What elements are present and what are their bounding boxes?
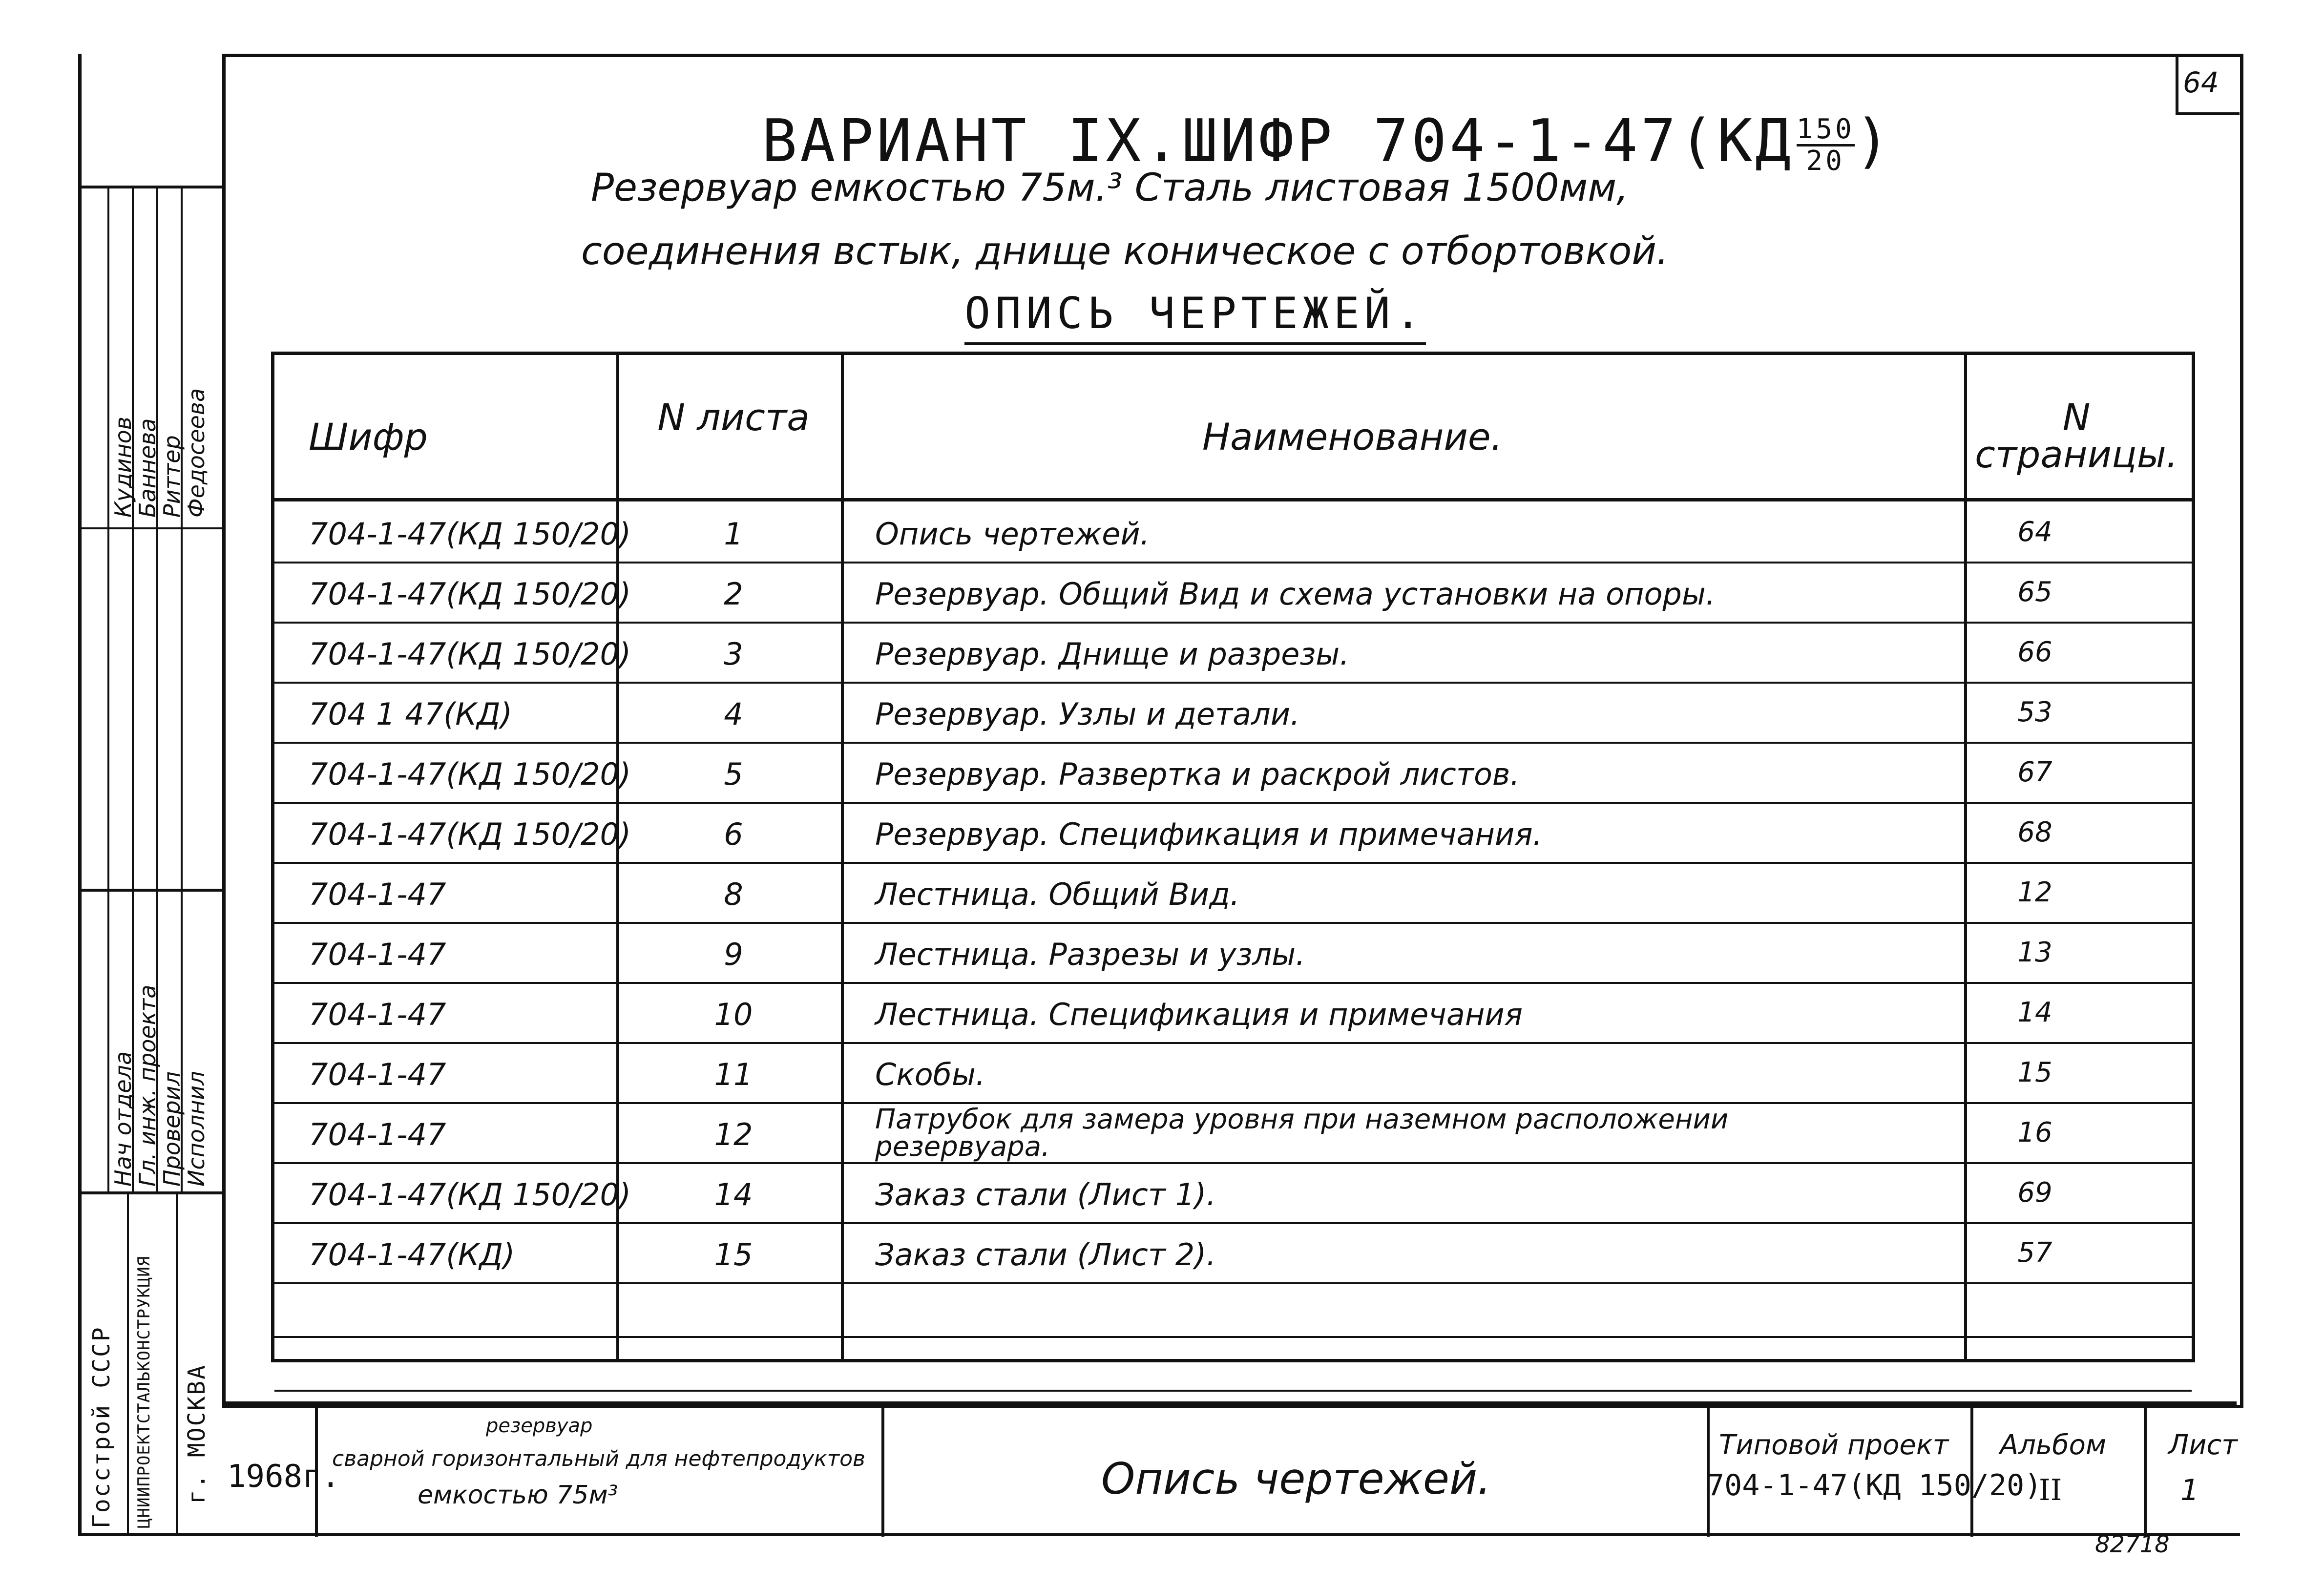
row-page-number: 65 — [2017, 576, 2052, 608]
row-title: Заказ стали (Лист 1). — [875, 1177, 1216, 1212]
row-title: Опись чертежей. — [875, 516, 1150, 552]
row-title: Резервуар. Спецификация и примечания. — [875, 816, 1543, 852]
row-page-number: 68 — [2017, 816, 2052, 848]
row-divider — [274, 742, 2192, 744]
row-sheet-number: 4 — [724, 696, 743, 732]
table-heading: ОПИСЬ ЧЕРТЕЖЕЙ. — [964, 288, 1426, 345]
row-title: Резервуар. Развертка и раскрой листов. — [875, 756, 1520, 792]
approval-sidebar — [78, 186, 222, 1533]
row-cipher: 704-1-47(КД 150/20) — [309, 576, 631, 612]
sheet-label: Лист — [2168, 1429, 2238, 1461]
row-title: Лестница. Спецификация и примечания — [875, 997, 1523, 1032]
row-page-number: 12 — [2017, 876, 2052, 908]
desc-line-3: емкостью 75м³ — [418, 1481, 618, 1510]
album-label: Альбом — [2000, 1429, 2107, 1461]
row-title: Патрубок для замера уровня при наземном расположении резервуара. — [875, 1104, 1729, 1163]
row-title: Скобы. — [875, 1057, 985, 1092]
row-sheet-number: 2 — [724, 576, 743, 612]
album-number: II — [2039, 1473, 2062, 1507]
row-divider — [274, 622, 2192, 624]
sheet-number: 64 — [2183, 66, 2219, 99]
row-page-number: 16 — [2017, 1117, 2052, 1148]
row-sheet-number: 12 — [714, 1117, 753, 1152]
row-sheet-number: 1 — [724, 516, 743, 552]
drawings-table — [271, 352, 2195, 1362]
row-page-number: 69 — [2017, 1177, 2052, 1209]
row-page-number: 64 — [2017, 516, 2052, 548]
row-cipher: 704-1-47(КД 150/20) — [309, 756, 631, 792]
header-name: Наименование. — [1202, 415, 1503, 459]
row-divider — [274, 1390, 2192, 1392]
row-page-number: 67 — [2017, 756, 2052, 788]
row-cipher: 704-1-47(КД 150/20) — [309, 636, 631, 672]
row-sheet-number: 8 — [724, 876, 743, 912]
desc-line-2: сварной горизонтальный для нефтепродуктов — [332, 1446, 865, 1471]
row-divider — [274, 562, 2192, 563]
header-sheet-no: N листа — [657, 396, 810, 439]
row-sheet-number: 14 — [714, 1177, 753, 1212]
row-sheet-number: 15 — [714, 1237, 753, 1273]
drawing-title: Опись чертежей. — [1101, 1454, 1491, 1504]
header-cipher: Шифр — [309, 415, 428, 459]
row-page-number: 15 — [2017, 1057, 2052, 1088]
variant-label: ВАРИАНТ IX.ШИФР 704-1-47(КД — [762, 107, 1794, 175]
role-4: Исполнил — [183, 1071, 209, 1187]
row-divider — [274, 922, 2192, 924]
row-page-number: 57 — [2017, 1237, 2052, 1269]
row-title: Заказ стали (Лист 2). — [875, 1237, 1216, 1273]
archive-stamp: 82718 — [2095, 1531, 2170, 1558]
row-sheet-number: 9 — [724, 937, 743, 972]
row-divider — [274, 862, 2192, 864]
row-title: Резервуар. Общий Вид и схема установки на опоры. — [875, 576, 1716, 612]
row-cipher: 704-1-47 — [309, 876, 446, 912]
row-sheet-number: 5 — [724, 756, 743, 792]
variant-fraction: $\frac{150}{20}$ — [1796, 113, 1855, 177]
row-divider — [274, 1282, 2192, 1284]
row-cipher: 704-1-47 — [309, 1117, 446, 1152]
role-1: Нач отдела — [110, 1051, 136, 1187]
row-cipher: 704 1 47(КД) — [309, 696, 512, 732]
row-divider — [274, 682, 2192, 684]
project-label: Типовой проект — [1719, 1429, 1949, 1461]
row-cipher: 704-1-47 — [309, 997, 446, 1032]
row-cipher: 704-1-47 — [309, 1057, 446, 1092]
role-3: Проверил — [159, 1071, 185, 1187]
project-code: 704-1-47(КД 150/20) — [1707, 1468, 2042, 1503]
row-divider — [274, 1336, 2192, 1338]
sheet-value: 1 — [2180, 1473, 2199, 1507]
row-title: Резервуар. Днище и разрезы. — [875, 636, 1349, 672]
name-2: Баннева — [134, 418, 161, 518]
row-page-number: 13 — [2017, 937, 2052, 968]
row-sheet-number: 3 — [724, 636, 743, 672]
row-cipher: 704-1-47(КД 150/20) — [309, 516, 631, 552]
row-divider — [274, 1162, 2192, 1164]
row-page-number: 53 — [2017, 696, 2052, 728]
desc-line-1: резервуар — [486, 1415, 593, 1437]
name-1: Кудинов — [110, 417, 136, 518]
year: 1968г. — [227, 1459, 340, 1495]
header-divider — [274, 498, 2192, 501]
row-title: Лестница. Разрезы и узлы. — [875, 937, 1305, 972]
row-page-number: 14 — [2017, 997, 2052, 1028]
row-cipher: 704-1-47(КД) — [309, 1237, 515, 1273]
row-divider — [274, 1042, 2192, 1044]
row-cipher: 704-1-47(КД 150/20) — [309, 1177, 631, 1212]
row-title: Резервуар. Узлы и детали. — [875, 696, 1300, 732]
subtitle-line-1: Резервуар емкостью 75м.³ Сталь листовая 1500мм, — [591, 166, 1629, 210]
row-divider — [274, 1222, 2192, 1224]
header-page-no: N страницы. — [1975, 396, 2178, 476]
col-divider — [841, 355, 844, 1359]
row-sheet-number: 6 — [724, 816, 743, 852]
row-cipher: 704-1-47(КД 150/20) — [309, 816, 631, 852]
role-2: Гл. инж. проекта — [134, 984, 161, 1187]
row-divider — [274, 982, 2192, 984]
row-cipher: 704-1-47 — [309, 937, 446, 972]
org-gosstroy: Госстрой СССР — [88, 1326, 115, 1528]
row-divider — [274, 802, 2192, 804]
org-institute: ЦНИИПРОЕКТСТАЛЬКОНСТРУКЦИЯ — [134, 1255, 154, 1528]
name-4: Федосеева — [183, 388, 209, 518]
name-3: Риттер — [159, 435, 185, 518]
subtitle-line-2: соединения встык, днище коническое с отбортовкой. — [581, 230, 1669, 273]
row-sheet-number: 10 — [714, 997, 753, 1032]
variant-title: ВАРИАНТ IX.ШИФР 704-1-47(КД $\frac{150}{20}$ ) — [762, 107, 1893, 177]
org-city: г. МОСКВА — [183, 1363, 210, 1504]
row-page-number: 66 — [2017, 636, 2052, 668]
title-block — [222, 1401, 2237, 1537]
row-title: Лестница. Общий Вид. — [875, 876, 1240, 912]
row-sheet-number: 11 — [714, 1057, 753, 1092]
